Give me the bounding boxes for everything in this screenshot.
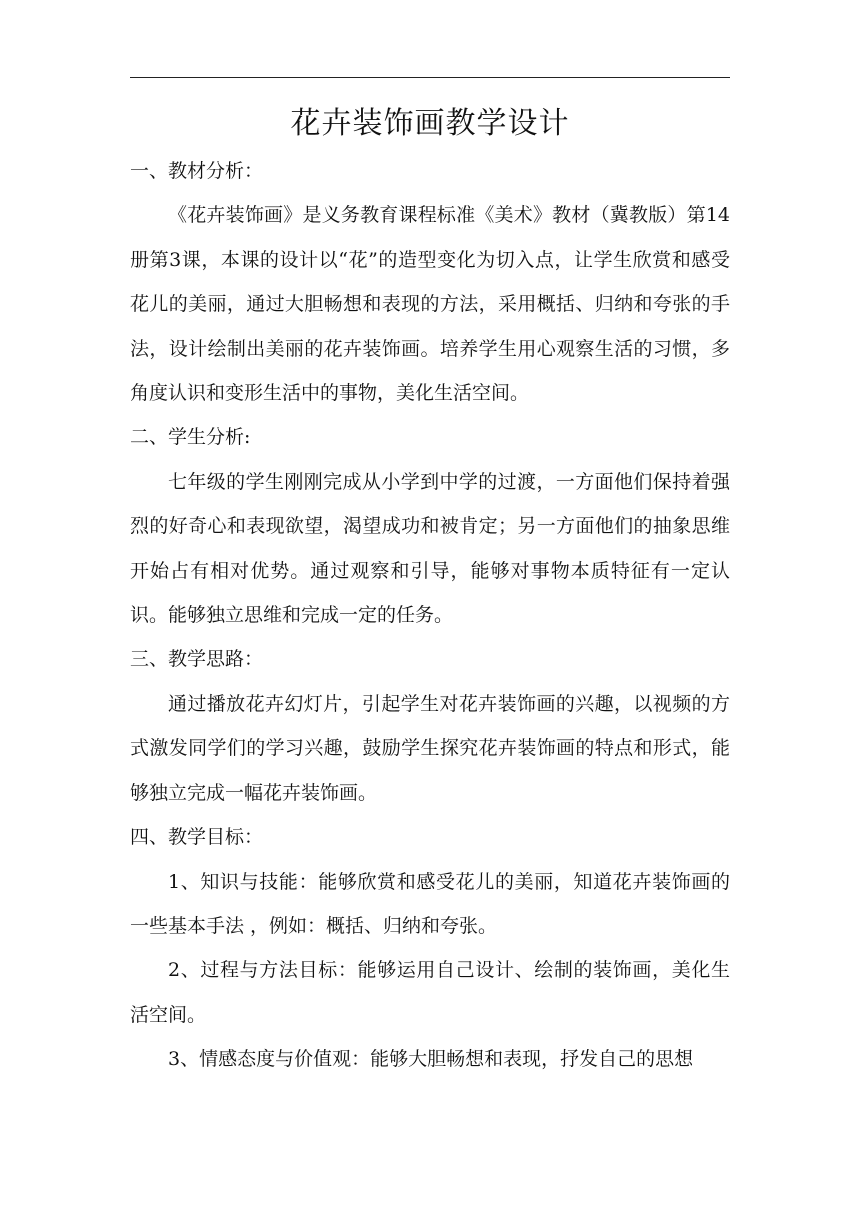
- document-body: [130, 149, 730, 1082]
- section-heading-teaching-approach: 三、教学思路：: [130, 648, 264, 671]
- section-heading-material-analysis: 一、教材分析：: [130, 160, 264, 182]
- paragraph-student-analysis: 七年级的学生刚刚完成从小学到中学的过渡，一方面他们保持着强烈的好奇心和表现欲望，渴望成功和被肯定；另一方面他们的抽象思维开始占有相对优势。通过观察和引导，能够对事物本质特征有一定认识。能够独立思维和完成一定的任务。: [130, 470, 730, 627]
- section-heading-student-analysis: 二、学生分析:: [130, 426, 251, 449]
- objective-knowledge-skills: 1、知识与技能：能够欣赏和感受花儿的美丽，知道花卉装饰画的一些基本手法 ，例如：概括、归纳和夸张。: [130, 870, 730, 937]
- paragraph-material-analysis: 《花卉装饰画》是义务教育课程标准《美术》教材（冀教版）第14册第3课，本课的设计以“花”的造型变化为切入点，让学生欣赏和感受花儿的美丽，通过大胆畅想和表现的方法，采用概括、归纳和夸张的手法，设计绘制出美丽的花卉装饰画。培养学生用心观察生活的习惯，多角度认识和变形生活中的事物，美化生活空间。: [130, 204, 730, 405]
- header-rule: [130, 77, 730, 78]
- objective-attitude-values: 3、情感态度与价值观：能够大胆畅想和表现，抒发自己的思想: [168, 1048, 694, 1071]
- section-heading-teaching-objectives: 四、教学目标：: [130, 826, 264, 849]
- objective-process-method: 2、过程与方法目标：能够运用自己设计、绘制的装饰画，美化生活空间。: [130, 959, 730, 1026]
- document-title: 花卉装饰画教学设计: [290, 106, 570, 141]
- paragraph-teaching-approach: 通过播放花卉幻灯片，引起学生对花卉装饰画的兴趣，以视频的方式激发同学们的学习兴趣，鼓励学生探究花卉装饰画的特点和形式，能够独立完成一幅花卉装饰画。: [130, 692, 730, 804]
